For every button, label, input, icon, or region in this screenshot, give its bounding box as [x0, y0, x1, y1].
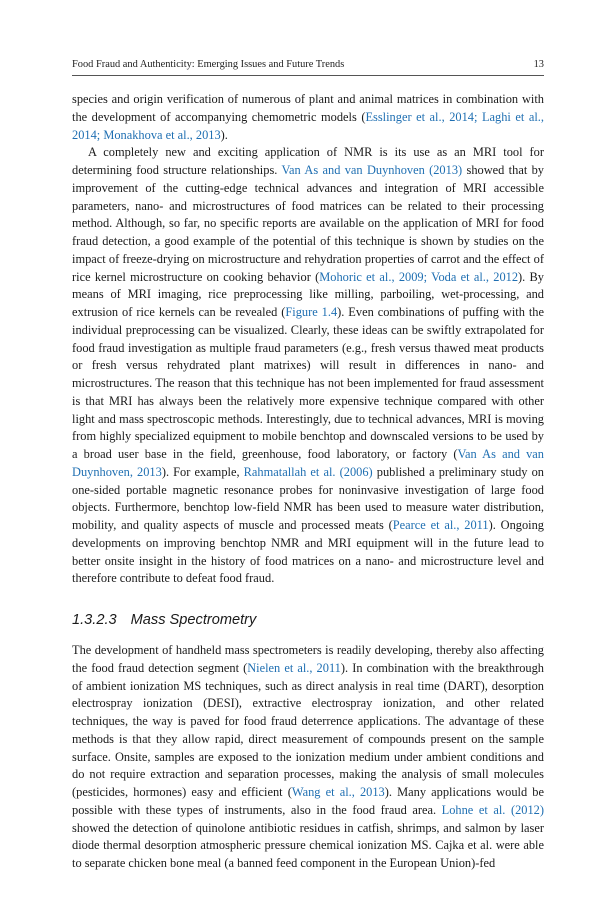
text-run: published a preliminary study on one-sided portable magnetic resonance probes for noninvasive investigation of large food objects. Furthermore, benchtop low-field NMR has been used to measure water distribution, mobility, and quality aspects of muscle and processed meats (: [72, 464, 544, 532]
citation-link[interactable]: Van As and van Duynhoven (2013): [281, 163, 463, 177]
citation-link[interactable]: Van As and van Duynhoven, 2013: [72, 447, 544, 479]
body-text: [72, 91, 544, 873]
section-number: 1.3.2.3: [72, 612, 117, 628]
text-run: species and origin verification of numerous of plant and animal matrices in combination with the development of accompanying chemometric models (: [72, 92, 544, 124]
citation-link[interactable]: Lohne et al. (2012): [441, 802, 544, 817]
text-run: showed the detection of quinolone antibiotic residues in catfish, shrimps, and salmon by laser diode thermal desorption atmospheric pressure chemical ionization MS. Cajka et al. were able to separate chicken bone meal (a banned feed component in the European Union)-fed: [72, 820, 544, 870]
text-run: The development of handheld mass spectrometers is readily developing, thereby also affecting the food fraud detection segment (: [72, 643, 544, 675]
page-number: 13: [533, 59, 544, 70]
paragraph-mass-spec: [72, 642, 544, 873]
text-run: showed that by improvement of the cutting-edge technical advances and integration of MRI accessible parameters, nano- and microstructures of food matrices can be related to their processing method. Although, so far, no specific reports are available on the application of MRI for food fraud detection, a good example of the potential of this technique is shown by studies on the impact of freeze-drying on microstructure and rehydration properties of carrot and the effect of rice kernel microstructure on cooking behavior (: [72, 163, 544, 284]
paragraph-nmr-mri: [72, 144, 544, 588]
citation-link[interactable]: Pearce et al., 2011: [392, 518, 489, 532]
header-rule: [72, 75, 544, 76]
running-header: [72, 56, 544, 76]
paragraph-continuation: [72, 91, 544, 144]
running-title: Food Fraud and Authenticity: Emerging Issues and Future Trends: [72, 59, 345, 70]
section-title: Mass Spectrometry: [130, 612, 257, 628]
figure-link[interactable]: Figure 1.4: [285, 305, 338, 319]
citation-link[interactable]: Nielen et al., 2011: [247, 660, 341, 675]
text-run: ). Even combinations of puffing with the individual preprocessing can be visualized. Clearly, these ideas can be swiftly extrapolated for food fraud investigation as multiple fraud parameters (e.g., fresh versus thawed meat products or fresh versus rehydrated plant matrixes) will result in differences in nano- and microstructures. The reason that this technique has not been implemented for fraud assessment is that MRI has always been the relatively more expensive technique compared with other light and mass spectroscopic methods. Interestingly, due to technical advances, MRI is moving from highly specialized equipment to mobile benchtop and downscaled versions to be used by a broad user base in the field, greenhouse, food laboratory, or factory (: [72, 305, 544, 461]
citation-link[interactable]: Rahmatallah et al. (2006): [243, 464, 373, 479]
text-run: ). By means of MRI imaging, rice preprocessing like milling, parboiling, wet-processing, and extrusion of rice kernels can be revealed (: [72, 269, 544, 319]
text-run: ).: [220, 127, 228, 142]
text-run: ). In combination with the breakthrough of ambient ionization MS techniques, such as direct analysis in real time (DART), desorption electrospray ionization (DESI), extractive electrospray ionization, and other related techniques, the way is paved for food fraud deterrence applications. The advantage of these methods is that they allow rapid, direct measurement of compounds present on the sample surface. Onsite, samples are exposed to the ionization medium under ambient conditions and do not require extraction and separation processes, making the analysis of small molecules (pesticides, hormones) easy and efficient (: [72, 660, 544, 799]
text-run: A completely new and exciting application of NMR is its use as an MRI tool for determining food structure relationships.: [72, 145, 544, 177]
citation-link[interactable]: Mohoric et al., 2009; Voda et al., 2012: [319, 269, 519, 284]
citation-link[interactable]: Esslinger et al., 2014; Laghi et al., 2014; Monakhova et al., 2013: [72, 109, 544, 142]
text-run: ). For example,: [161, 464, 244, 479]
citation-link[interactable]: Wang et al., 2013: [291, 785, 385, 799]
section-heading: [72, 610, 544, 630]
text-run: ). Ongoing developments on improving benchtop NMR and MRI equipment will in the future lead to better onsite insight in the history of food matrices on a nano- and microstructure level and therefore contribute to defeat food fraud.: [72, 518, 544, 586]
text-run: ). Many applications would be possible with these types of instruments, also in the food fraud area.: [72, 785, 544, 817]
